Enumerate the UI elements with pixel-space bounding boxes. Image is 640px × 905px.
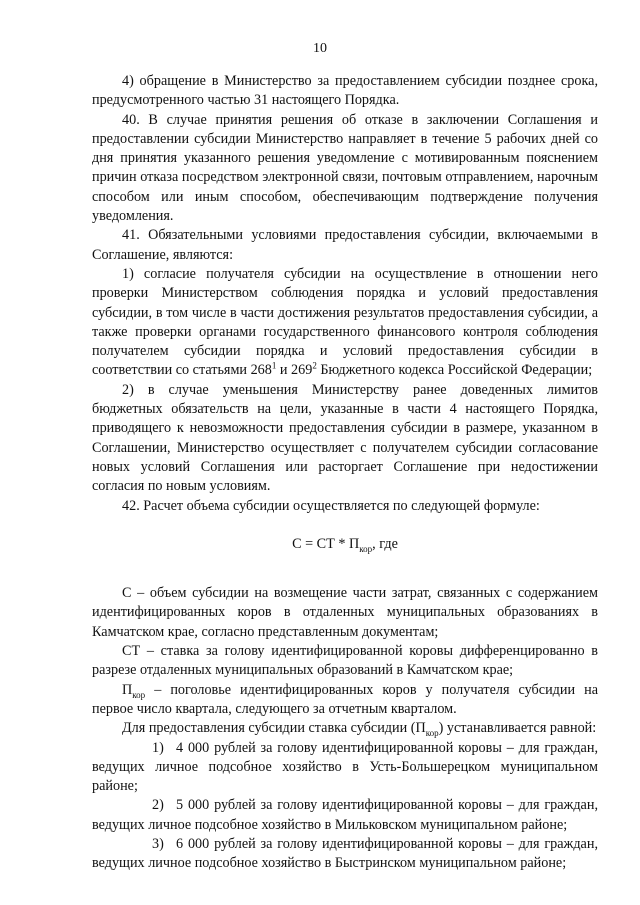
paragraph-41-item-1-text-b: и 269 — [276, 362, 313, 379]
page-number: 10 — [313, 41, 327, 56]
paragraph-39-item-4: 4) обращение в Министерство за предоставлением субсидии позднее срока, предусмотренного частью 31 настоящего Порядка. — [92, 73, 598, 109]
paragraph-42: 42. Расчет объема субсидии осуществляется по следующей формуле: — [122, 497, 540, 514]
paragraph-41-item-1 — [92, 265, 598, 381]
rate-item-3 — [92, 835, 598, 874]
paragraph-41-item-1-text-c: Бюджетного кодекса Российской Федерации; — [316, 362, 593, 379]
paragraph-41-item-2: 2) в случае уменьшения Министерству ранее доведенных лимитов бюджетных обязательств на цели, указанные в части 4 настоящего Порядка, приводящего к невозможности предоставления субсидии в размере, указанном в Соглашении, Министерство осуществляет с получателем субсидии согласование новых условий Соглашения или расторгает Соглашение при недостижении согласия по новым условиям. — [92, 381, 598, 495]
definition-p-kor — [92, 681, 598, 720]
definition-st: СТ – ставка за голову идентифицированной коровы дифференцированно в разрезе отдаленных муниципальных образований в Камчатском крае; — [92, 643, 598, 679]
rate-item-1 — [92, 739, 598, 797]
superscript-2: 2 — [312, 360, 317, 371]
rate-item-number: 2) — [152, 797, 164, 814]
formula-rhs: , где — [372, 535, 398, 552]
definition-p-symbol: П — [122, 681, 133, 698]
rate-item-number: 1) — [152, 739, 164, 756]
definition-c: С – объем субсидии на возмещение части затрат, связанных с содержанием идентифицированных коров в отдаленных муниципальных образованиях в Камчатском крае, согласно представленным документам; — [92, 585, 598, 640]
rate-intro-text-a: Для предоставления субсидии ставка субсидии (П — [122, 720, 426, 737]
formula-subscript: кор — [359, 543, 373, 554]
rate-item-text: 4 000 рублей за голову идентифицированной коровы – для граждан, ведущих личное подсобное хозяйство в Усть-Большерецком муниципальном районе; — [92, 739, 598, 795]
rate-intro-subscript: кор — [425, 728, 439, 739]
rate-item-text: 5 000 рублей за голову идентифицированной коровы – для граждан, ведущих личное подсобное хозяйство в Мильковском муниципальном районе; — [92, 797, 598, 833]
definition-p-subscript: кор — [132, 689, 146, 700]
superscript-1: 1 — [271, 360, 277, 371]
document-body — [92, 72, 598, 874]
paragraph-40: 40. В случае принятия решения об отказе в заключении Соглашения и предоставлении субсидии Министерство направляет в течение 5 рабочих дней со дня принятия указанного решения уведомление с мотивированным пояснением причин отказа посредством электронной связи, почтовым отправлением, нарочным способом или иным способом, обеспечивающим подтверждение получения уведомления. — [92, 111, 598, 225]
subsidy-formula — [92, 535, 598, 554]
rate-item-number: 3) — [152, 835, 164, 852]
paragraph-41-item-1-text-a: 1) согласие получателя субсидии на осуществление в отношении него проверки Министерством соблюдения порядка и условий предоставления субсидии, в том числе в части достижения результатов предоставления субсидии, а также проверки органами государственного финансового контроля соблюдения получателем субсидии порядка и условий предоставления субсидии в соответствии со статьями 268 — [92, 265, 598, 379]
formula-lhs: С = СТ * П — [292, 535, 360, 552]
rate-item-text: 6 000 рублей за голову идентифицированной коровы – для граждан, ведущих личное подсобное хозяйство в Быстринском муниципальном районе; — [92, 835, 598, 872]
paragraph-41: 41. Обязательными условиями предоставления субсидии, включаемыми в Соглашение, являются: — [92, 227, 598, 263]
rate-intro-text-b: ) устанавливается равной: — [438, 720, 597, 737]
definition-p-text: – поголовье идентифицированных коров у получателя субсидии на первое число квартала, следующего за отчетным кварталом. — [92, 681, 598, 717]
rate-item-2 — [92, 796, 598, 835]
rate-intro — [92, 719, 598, 738]
